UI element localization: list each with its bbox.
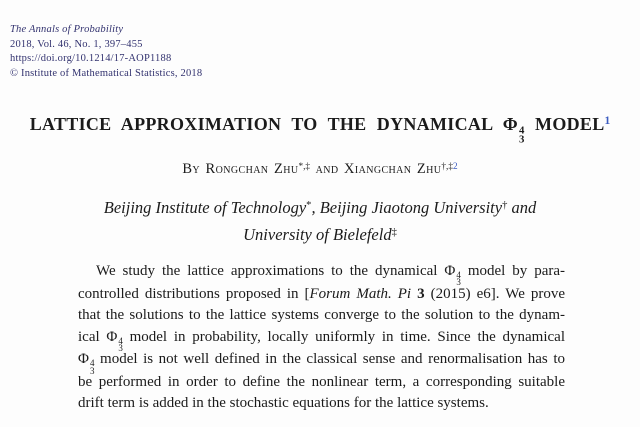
phi-4-3-symbol: Φ 4 3 <box>78 351 95 376</box>
abstract-line: that the solutions to the lattice systems converge to the solution to the dynam- <box>78 307 565 324</box>
footnote-2-link[interactable]: 2 <box>453 161 458 172</box>
authors-line: By Rongchan Zhu*,‡ and Xiangchan Zhu$^{\dagger,\ddagger 2}$ <box>182 161 458 177</box>
abstract-line: Φ 4 3 model is not well defined in the classical sense and renormalisation has to <box>78 351 565 376</box>
footnote-1-link[interactable]: 1 <box>604 115 611 128</box>
abstract-line: ical Φ 4 3 model in probability, locally uniformly in time. Since the dynamical <box>78 328 565 353</box>
abstract-line: controlled distributions proposed in [Forum Math. Pi 3 (2015) e6]. We prove <box>78 285 566 302</box>
phi-4-3-symbol: Φ 4 3 <box>106 328 123 353</box>
affiliations <box>0 196 640 250</box>
copyright-line: © Institute of Mathematical Statistics, 2018 <box>10 67 203 79</box>
journal-header <box>10 23 202 81</box>
paper-title: LATTICE APPROXIMATION TO THE DYNAMICAL Φ 4 3 MODEL$^1$ <box>29 114 611 146</box>
abstract <box>78 261 565 415</box>
abstract-line: drift term is added in the stochastic equations for the lattice systems. <box>78 395 489 412</box>
volume-issue-pages: 2018, Vol. 46, No. 1, 397–455 <box>10 38 143 50</box>
affiliation-line: University of Bielefeld‡ <box>243 225 397 244</box>
abstract-line: We study the lattice approximations to the dynamical Φ 4 3 model by para- <box>96 263 565 288</box>
abstract-line: be performed in order to define the nonlinear term, a corresponding suitable <box>78 374 565 391</box>
doi-link[interactable]: https://doi.org/10.1214/17-AOP1188 <box>10 53 172 64</box>
phi-4-3-symbol: Φ 4 3 <box>502 114 525 146</box>
phi-4-3-symbol: Φ 4 3 <box>444 263 461 288</box>
journal-name: The Annals of Probability <box>10 24 124 35</box>
affiliation-line: Beijing Institute of Technology*, Beijing Jiaotong University† and <box>103 198 537 217</box>
